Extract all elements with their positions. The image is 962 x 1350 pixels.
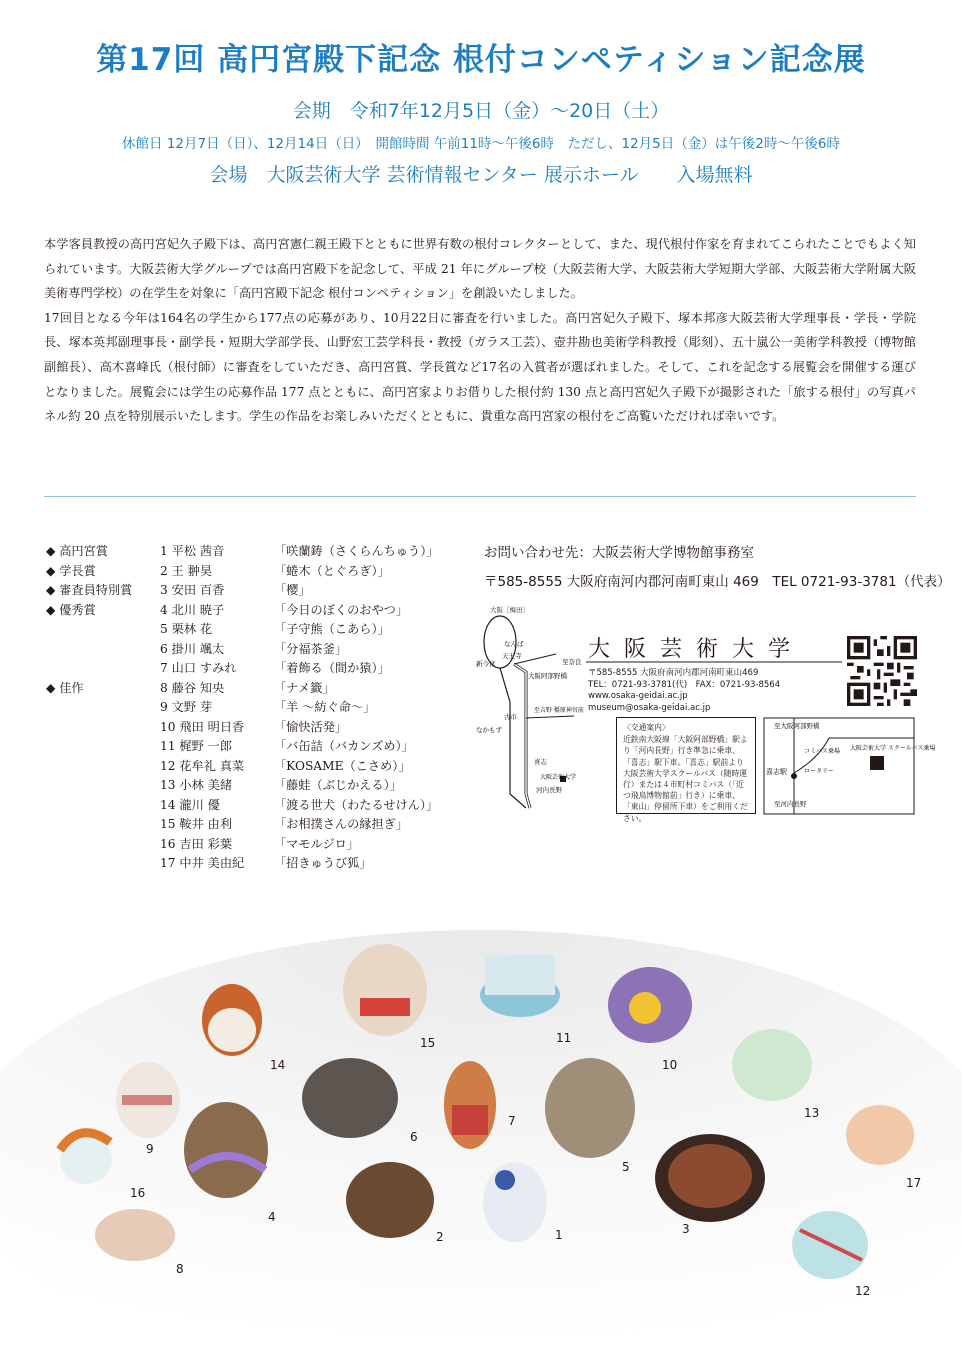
- award-name: 13 小林 美緒: [160, 778, 233, 792]
- netsuke-2-coil: [346, 1162, 434, 1238]
- netsuke-11-can: [480, 955, 560, 1017]
- netsuke-14-dog: [202, 984, 262, 1056]
- award-cat: ◆ 優秀賞: [46, 602, 96, 617]
- photo-number-7: 7: [508, 1114, 516, 1128]
- photo-number-15: 15: [420, 1036, 436, 1050]
- contact-label: お問い合わせ先：大阪芸術大学博物館事務室: [484, 545, 754, 561]
- access-info: [616, 717, 756, 823]
- award-name: 2 王 翀昊: [160, 563, 213, 578]
- kintetsu-line: [514, 664, 530, 808]
- info-website: www.osaka-geidai.ac.jp: [588, 691, 688, 701]
- award-name: 15 鞍井 由利: [160, 817, 233, 831]
- award-work: 「藤蛙（ぶじかえる）」: [274, 778, 402, 792]
- venue: 会場 大阪芸術大学 芸術情報センター 展示ホール 入場無料: [209, 164, 753, 186]
- award-work: 「咲蘭鋳（さくらんちゅう）」: [274, 544, 439, 558]
- map-label-to-nagano: 至河内長野: [774, 800, 807, 808]
- award-work: 「KOSAME（こさめ）」: [274, 758, 411, 773]
- award-work: 「バ缶詰（バカンズめ）」: [274, 739, 414, 753]
- photo-number-13: 13: [804, 1106, 820, 1120]
- map-label-rotary: ロータリー: [804, 768, 835, 775]
- map-label-nakamozu: なかもず: [476, 726, 502, 734]
- exhibition-period: 会期 令和7年12月5日（金）～20日（土）: [292, 100, 670, 122]
- netsuke-15-sumo: [343, 944, 427, 1036]
- award-work: 「分福茶釜」: [274, 641, 348, 656]
- photo-number-12: 12: [855, 1284, 871, 1298]
- kishi-station-marker: [791, 773, 797, 779]
- netsuke-7-monkey: [444, 1061, 496, 1149]
- award-work: 「お相撲さんの縁担ぎ」: [274, 817, 409, 831]
- photo-number-4: 4: [268, 1210, 276, 1224]
- exhibition-title: 第17回 高円宮殿下記念 根付コンペティション記念展: [96, 42, 866, 78]
- award-cat: ◆ 学長賞: [46, 563, 96, 578]
- netsuke-16-lizard: [60, 1133, 112, 1184]
- map-label-kawachinagano: 河内長野: [536, 786, 562, 794]
- award-work: 「ナメ籤」: [274, 680, 335, 695]
- access-title: 〈交通案内〉: [623, 723, 670, 732]
- photo-number-8: 8: [176, 1262, 184, 1276]
- map-label-to-nara: 至奈良: [562, 658, 582, 666]
- map-label-tennoji: 天王寺: [502, 652, 522, 660]
- netsuke-3-disc: [655, 1134, 765, 1222]
- award-name: 7 山口 すみれ: [160, 661, 237, 675]
- award-work: 「着飾る（間か猿）」: [274, 661, 390, 675]
- photo-number-17: 17: [906, 1176, 922, 1190]
- netsuke-10-flower: [608, 967, 692, 1043]
- award-name: 5 栗林 花: [160, 622, 213, 636]
- map-label-university: 大阪芸術大学: [540, 774, 577, 781]
- opening-hours: 休館日 12月7日（日）、12月14日（日） 開館時間 午前11時～午後6時 ただし、12月5日（金）は午後2時～午後6時: [122, 136, 840, 152]
- photo-number-5: 5: [622, 1160, 630, 1174]
- award-work: 「渡る世犬（わたるせけん）」: [274, 797, 439, 812]
- award-name: 16 吉田 彩葉: [160, 836, 233, 851]
- award-name: 1 平松 茜音: [160, 544, 225, 558]
- award-work: 「今日のぼくのおやつ」: [274, 602, 409, 617]
- map-label-school-bus: 大阪芸術大学 スクールバス乗場: [850, 745, 936, 752]
- netsuke-17-fox: [846, 1105, 914, 1165]
- netsuke-1-fish: [483, 1162, 547, 1242]
- netsuke-4-koala: [184, 1102, 268, 1198]
- photo-number-11: 11: [556, 1031, 572, 1045]
- intro-paragraph-1: 本学客員教授の高円宮妃久子殿下は、高円宮憲仁親王殿下とともに世界有数の根付コレクターとして、また、現代根付作家を育まれてこられたことでもよく知られています。大阪芸術大学グループでは高円宮殿下を記念して、平成 21 年にグループ校（大阪芸術大学、大阪芸術大学短期大学部、大阪芸術大学附属大阪美術専門学校）の在学生を対象に「高円宮殿下記念 根付コンペティション」を創設いたしました。: [44, 237, 916, 301]
- netsuke-6-kettle: [302, 1058, 398, 1138]
- award-work: 「マモルジロ」: [274, 836, 360, 851]
- netsuke-9-sheep: [116, 1062, 180, 1138]
- award-name: 14 瀧川 優: [160, 797, 220, 812]
- divider: [44, 496, 916, 497]
- access-text: 近鉄南大阪線「大阪阿部野橋」駅より「河内長野」行き準急に乗車、「喜志」駅下車。「喜志」駅前より大阪芸術大学スクールバス（随時運行）または４市町村コミバス（「近つ飛鳥博物館前」行き）に乗車、「東山」停留所下車）をご利用ください。: [623, 735, 748, 823]
- nankai-line: [500, 668, 526, 808]
- award-work: 「子守熊（こあら）」: [274, 622, 390, 636]
- university-logo: 大阪芸術大学: [588, 637, 805, 662]
- award-work: 「蜷木（とぐろぎ）」: [274, 563, 390, 578]
- info-email: museum@osaka-geidai.ac.jp: [588, 702, 711, 713]
- intro-text: [44, 232, 916, 429]
- map-label-osaka: 大阪［梅田］: [490, 606, 529, 614]
- map-label-furuichi: 古市: [504, 713, 517, 721]
- award-work: 「羊 ～紡ぐ命～」: [274, 700, 376, 714]
- map-label-to-abeno: 至大阪阿部野橋: [774, 722, 820, 730]
- award-name: 4 北川 暁子: [160, 602, 225, 617]
- photo-number-10: 10: [662, 1058, 678, 1072]
- award-name: 6 掛川 颯太: [160, 641, 225, 656]
- map-label-kashihara: 至吉野 橿原神宮前: [534, 707, 584, 714]
- qr-code-icon: [847, 636, 917, 706]
- award-name: 9 文野 芽: [160, 700, 213, 714]
- map-label-bus: コミバス乗場: [804, 748, 841, 755]
- photo-number-3: 3: [682, 1222, 690, 1236]
- award-name: 8 藤谷 知央: [160, 680, 225, 695]
- award-name: 10 飛田 明日香: [160, 719, 245, 734]
- award-name: 12 花牟礼 真菜: [160, 758, 245, 773]
- award-name: 17 中井 美由紀: [160, 856, 245, 870]
- map-label-kishi-station: 喜志駅: [766, 768, 787, 776]
- photo-number-14: 14: [270, 1058, 286, 1072]
- award-cat: ◆ 審査員特別賞: [46, 583, 133, 597]
- info-address: 〒585-8555 大阪府南河内郡河南町東山469: [588, 668, 759, 678]
- photo-number-9: 9: [146, 1142, 154, 1156]
- award-work: 「招きゅうび狐」: [274, 856, 372, 870]
- intro-paragraph-2: 17回目となる今年は164名の学生から177点の応募があり、10月22日に審査を行いました。高円宮妃久子殿下、塚本邦彦大阪芸術大学理事長・学長・学院長、塚本英邦副理事長・副学長・短期大学部学長、山野宏工芸学科長・教授（ガラス工芸）、壺井勘也美術学科教授（彫刻）、五十嵐公一美術学科教授（博物館副館長）、高木喜峰氏（根付師）に審査をしていただき、高円宮賞、学長賞など17名の入賞者が選ばれました。そして、これを記念する展覧会を開催する運びとなりました。展覧会には学生の応募作品 177 点とともに、高円宮家よりお借りした根付約 130 点と高円宮妃久子殿下が撮影された「旅する根付」の写真パネル約 20 点を特別展示いたします。学生の作品をお楽しみいただくとともに、貴重な高円宮家の根付をご高覧いただければ幸いです。: [44, 310, 916, 424]
- map-label-kishi: 喜志: [534, 758, 547, 766]
- award-name: 11 梶野 一郎: [160, 739, 233, 753]
- netsuke-8-slug: [95, 1209, 175, 1261]
- photo-number-6: 6: [410, 1130, 418, 1144]
- address: 〒585-8555 大阪府南河内郡河南町東山 469 TEL 0721-93-3781（代表）: [484, 574, 951, 590]
- photo-number-1: 1: [555, 1228, 563, 1242]
- map-label-namba: なんば: [504, 640, 524, 648]
- award-work: 「樱」: [274, 583, 311, 597]
- map-label-abeno: 大阪阿部野橋: [528, 672, 567, 680]
- netsuke-12-gift: [792, 1211, 868, 1279]
- award-name: 3 安田 百香: [160, 583, 225, 597]
- award-cat: ◆ 高円宮賞: [46, 544, 108, 558]
- netsuke-13-frog: [732, 1029, 812, 1101]
- photo-number-2: 2: [436, 1230, 444, 1244]
- map-label-shinimamiya: 新今宮: [476, 660, 496, 668]
- award-work: 「愉快活発」: [274, 719, 348, 734]
- school-bus-marker: [870, 756, 884, 770]
- award-cat: ◆ 佳作: [46, 680, 84, 695]
- netsuke-5-stone: [545, 1058, 635, 1158]
- photo-number-16: 16: [130, 1186, 146, 1200]
- university-info: [588, 668, 780, 714]
- info-phone: TEL：0721-93-3781(代) FAX：0721-93-8564: [588, 679, 781, 690]
